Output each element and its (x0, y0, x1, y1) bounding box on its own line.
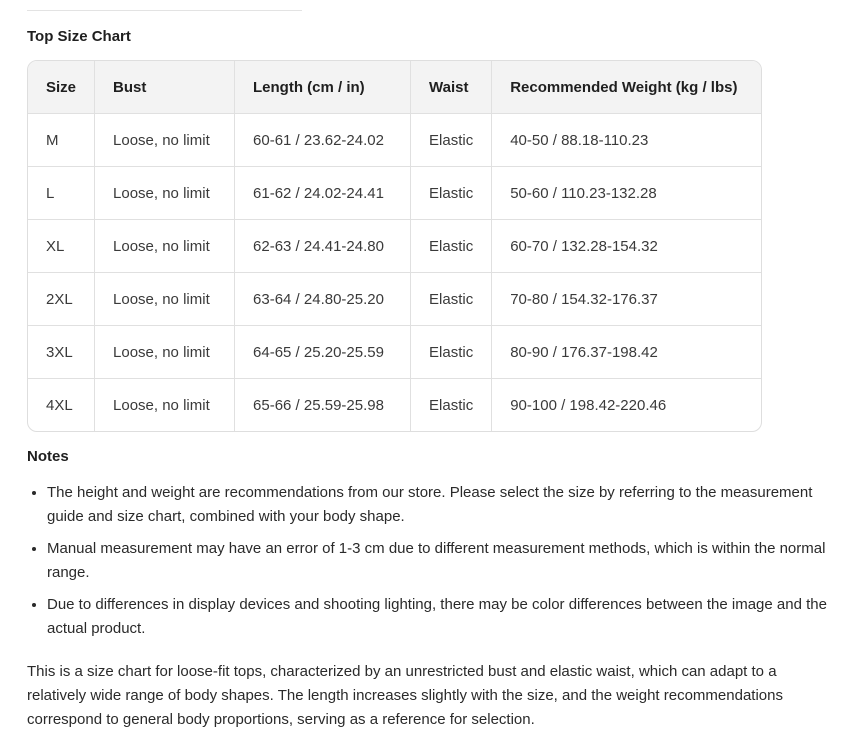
cell-bust: Loose, no limit (95, 326, 235, 379)
column-header-length: Length (cm / in) (235, 61, 411, 114)
column-header-bust: Bust (95, 61, 235, 114)
column-header-size: Size (28, 61, 95, 114)
cell-size: 3XL (28, 326, 95, 379)
column-header-waist: Waist (411, 61, 492, 114)
cell-size: XL (28, 220, 95, 273)
cell-bust: Loose, no limit (95, 114, 235, 167)
cell-size: M (28, 114, 95, 167)
cell-waist: Elastic (411, 379, 492, 432)
table-row (28, 220, 761, 273)
table-row (28, 167, 761, 220)
cell-size: 4XL (28, 379, 95, 432)
cell-waist: Elastic (411, 114, 492, 167)
table-row (28, 114, 761, 167)
summary-paragraph: This is a size chart for loose-fit tops, characterized by an unrestricted bust and elastic waist, which can adapt to a relatively wide range of body shapes. The length increases slightly with the size, and the weight recommendations correspond to general body proportions, serving as a reference for selection. (27, 663, 783, 728)
table-header-row (28, 61, 761, 114)
cell-bust: Loose, no limit (95, 220, 235, 273)
cell-size: L (28, 167, 95, 220)
top-divider (27, 10, 302, 11)
table-row (28, 379, 761, 432)
cell-length: 64-65 / 25.20-25.59 (235, 326, 411, 379)
cell-bust: Loose, no limit (95, 167, 235, 220)
cell-length: 63-64 / 24.80-25.20 (235, 273, 411, 326)
list-item: • Manual measurement may have an error of 1-3 cm due to different measurement methods, which is within the normal range. (47, 537, 837, 585)
notes-list (27, 481, 837, 649)
cell-weight: 70-80 / 154.32-176.37 (492, 273, 761, 326)
list-item: • Due to differences in display devices and shooting lighting, there may be color differences between the image and the actual product. (47, 593, 837, 641)
cell-length: 60-61 / 23.62-24.02 (235, 114, 411, 167)
list-item: • The height and weight are recommendations from our store. Please select the size by referring to the measurement guide and size chart, combined with your body shape. (47, 481, 837, 529)
column-header-weight: Recommended Weight (kg / lbs) (492, 61, 761, 114)
table-row (28, 273, 761, 326)
section-title: Top Size Chart (27, 28, 131, 45)
cell-waist: Elastic (411, 273, 492, 326)
cell-bust: Loose, no limit (95, 379, 235, 432)
notes-title: Notes (27, 448, 69, 465)
cell-bust: Loose, no limit (95, 273, 235, 326)
size-chart-table (27, 60, 762, 432)
cell-weight: 90-100 / 198.42-220.46 (510, 396, 667, 414)
cell-weight: 50-60 / 110.23-132.28 (492, 167, 761, 220)
cell-length: 65-66 / 25.59-25.98 (235, 379, 411, 432)
cell-length: 61-62 / 24.02-24.41 (235, 167, 411, 220)
cell-waist: Elastic (411, 326, 492, 379)
cell-weight: 80-90 / 176.37-198.42 (492, 326, 761, 379)
cell-length: 62-63 / 24.41-24.80 (235, 220, 411, 273)
cell-waist: Elastic (411, 220, 492, 273)
cell-weight: 40-50 / 88.18-110.23 (492, 114, 761, 167)
cell-weight: 60-70 / 132.28-154.32 (492, 220, 761, 273)
cell-waist: Elastic (411, 167, 492, 220)
cell-size: 2XL (28, 273, 95, 326)
table-row (28, 326, 761, 379)
